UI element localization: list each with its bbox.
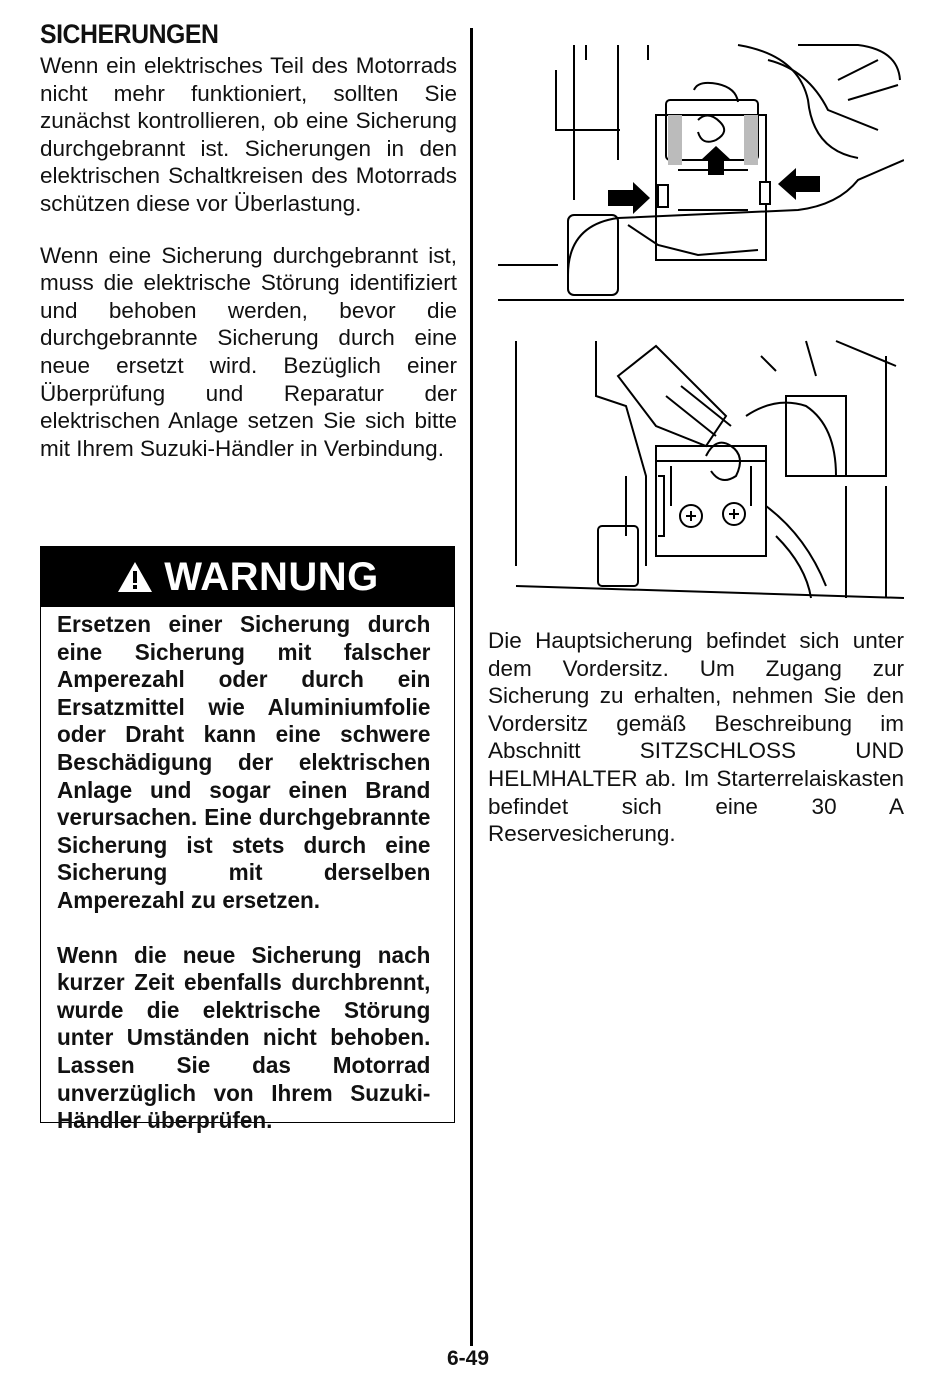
fuse-box-illustration-top [498,40,904,305]
right-column [488,627,904,848]
section-title: SICHERUNGEN [40,19,219,49]
warning-text-2: Wenn die neue Sicherung nach kurzer Zeit ebenfalls durchbrennt, wurde die elektrische Störung unter Umständen nicht behoben. Lassen Sie das Motorrad unverzüglich von Ihrem Suzuki-Händler überprüfen. [57,941,431,1134]
page-number: 6-49 [447,1347,490,1370]
warning-label: WARNUNG [164,554,379,599]
warning-header [41,547,454,607]
warning-text-1: Ersetzen einer Sicherung durch eine Sicherung mit falscher Amperezahl oder durch ein Ersatzmittel wie Aluminiumfolie oder Draht kann eine schwere Beschädigung der elektrischen Anlage und sogar einen Brand verursachen. Eine durchgebrannte Sicherung ist stets durch eine Sicherung mit derselben Amperezahl zu ersetzen. [57,611,431,913]
warning-body [41,607,454,1135]
second-paragraph: Wenn eine Sicherung durchgebrannt ist, muss die elektrische Störung identifiziert und behoben werden, bevor die durchgebrannte Sicherung durch eine neue ersetzt wird. Bezüglich einer Überprüfung und Reparatur der elektrischen Anlage setzen Sie sich bitte mit Ihrem Suzuki-Händler in Verbindung. [40,242,457,461]
fuse-box-illustration-bottom [506,336,904,604]
intro-paragraph: Wenn ein elektrisches Teil des Motorrads nicht mehr funktioniert, sollten Sie zunächst kontrollieren, ob eine Sicherung durchgebrannt ist. Sicherungen in den elektrischen Schaltkreisen des Motorrads schützen diese vor Überlastung. [40,53,457,216]
column-divider [470,28,473,1346]
left-column [40,18,457,462]
main-fuse-paragraph: Die Hauptsicherung befindet sich unter dem Vordersitz. Um Zugang zur Sicherung zu erhalten, nehmen Sie den Vordersitz gemäß Beschreibung im Abschnitt SITZSCHLOSS UND HELMHALTER ab. Im Starterrelaiskasten befindet sich eine 30 A Reservesicherung. [488,628,904,847]
warning-box [40,546,455,1134]
warning-triangle-icon [116,560,154,594]
